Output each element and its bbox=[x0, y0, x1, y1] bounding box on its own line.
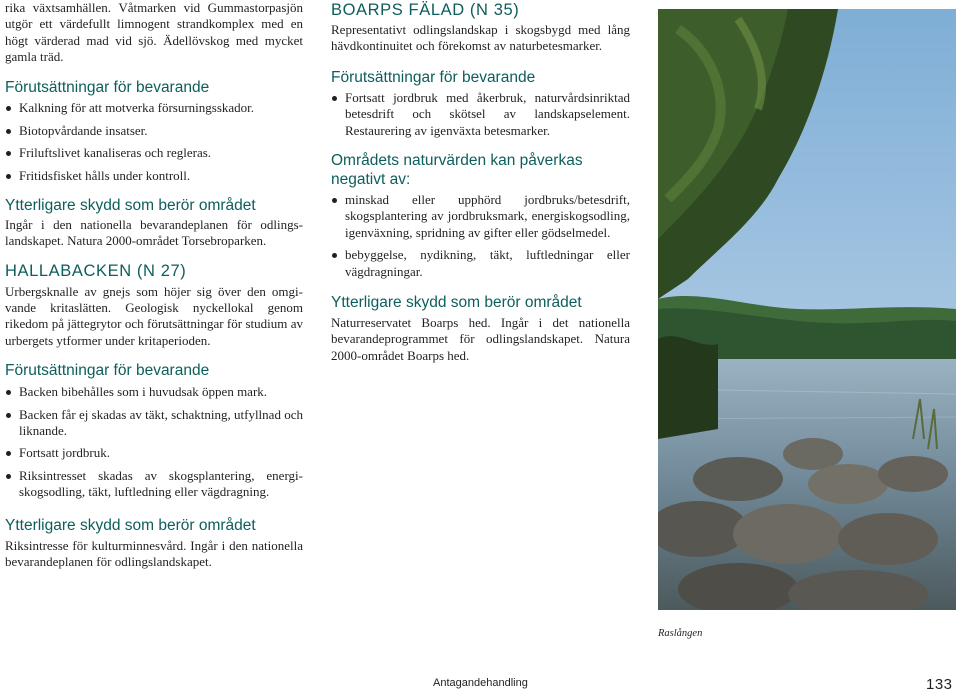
area-description: Representativt odlingslandskap i skogsbygd med lång hävdkontinuitet och förekomst av naturbetesmarker. bbox=[331, 22, 630, 54]
section-text: Naturreservatet Boarps hed. Ingår i det nationella bevarandeprogrammet för odlingslandskapet. Natura 2000-området Boarps hed. bbox=[331, 315, 630, 363]
section-heading: Ytterligare skydd som berör området bbox=[5, 516, 256, 534]
section-heading: Ytterligare skydd som berör området bbox=[5, 196, 256, 214]
photo-caption: Raslången bbox=[658, 628, 703, 639]
area-title: HALLABACKEN (N 27) bbox=[5, 261, 187, 280]
area-title: BOARPS FÄLAD (N 35) bbox=[331, 1, 520, 19]
section-heading: Ytterligare skydd som berör området bbox=[331, 294, 582, 312]
list-item: Kalkning för att motverka försurningsskador. bbox=[5, 100, 303, 116]
list-item: minskad eller upphörd jordbruks/betesdrift, skogsplantering av jordbruksmark, energiskogsodling, igenväxning, spridning av gifter eller gödselmedel. bbox=[331, 192, 630, 241]
bullet-list bbox=[5, 384, 303, 500]
page-number: 133 bbox=[926, 676, 953, 693]
section-heading: Förutsättningar för bevarande bbox=[5, 362, 210, 380]
list-item: Fortsatt jordbruk med åkerbruk, naturvårdsinriktad betesdrift och skötsel av landskapselement. Restaurering av igenväxta betesmarker. bbox=[331, 90, 630, 139]
lake-photo bbox=[658, 9, 956, 610]
section-heading: Förutsättningar för bevarande bbox=[5, 78, 210, 96]
list-item: Biotopvårdande insatser. bbox=[5, 123, 303, 139]
bullet-list bbox=[5, 100, 303, 185]
bullet-list bbox=[331, 192, 630, 280]
list-item: Fritidsfisket hålls under kontroll. bbox=[5, 168, 303, 184]
intro-text: rika växtsamhällen. Våtmarken vid Gummastorpasjön utgör ett värdefullt limnogent strandkomplex med en högt värderad mad vid sjö. Ädellövskog med mycket gamla träd. bbox=[5, 0, 303, 65]
list-item: bebyggelse, nydikning, täkt, luftledningar eller vägdragningar. bbox=[331, 247, 630, 280]
bullet-list bbox=[331, 90, 630, 139]
section-text: Riksintresse för kulturminnesvård. Ingår i den nationella bevarandeplanen för odlingslandskapet. bbox=[5, 537, 303, 570]
left-column bbox=[5, 0, 303, 570]
list-item: Friluftslivet kanaliseras och regleras. bbox=[5, 145, 303, 161]
area-description: Urbergsknalle av gnejs som höjer sig över den omgivande kritaslätten. Geologisk nyckellokal genom rikedom på jättegrytor och förutsättningar för studium av urbergets ytformer under kritaperioden. bbox=[5, 283, 303, 348]
middle-column bbox=[331, 0, 630, 364]
list-item: Backen bibehålles som i huvudsak öppen mark. bbox=[5, 384, 303, 400]
section-text: Ingår i den nationella bevarandeplanen för odlingslandskapet. Natura 2000-området Torsebroparken. bbox=[5, 216, 303, 249]
list-item: Riksintresset skadas av skogsplantering, energiskogsodling, täkt, luftledning eller vägdragning. bbox=[5, 468, 303, 501]
section-heading: Förutsättningar för bevarande bbox=[331, 68, 536, 86]
section-heading: Områdets naturvärden kan påverkas negativt av: bbox=[331, 152, 583, 189]
footer-label: Antagandehandling bbox=[433, 677, 528, 689]
list-item: Fortsatt jordbruk. bbox=[5, 445, 303, 461]
list-item: Backen får ej skadas av täkt, schaktning, utfyllnad och liknande. bbox=[5, 407, 303, 440]
lake-photo-illustration bbox=[658, 9, 956, 610]
